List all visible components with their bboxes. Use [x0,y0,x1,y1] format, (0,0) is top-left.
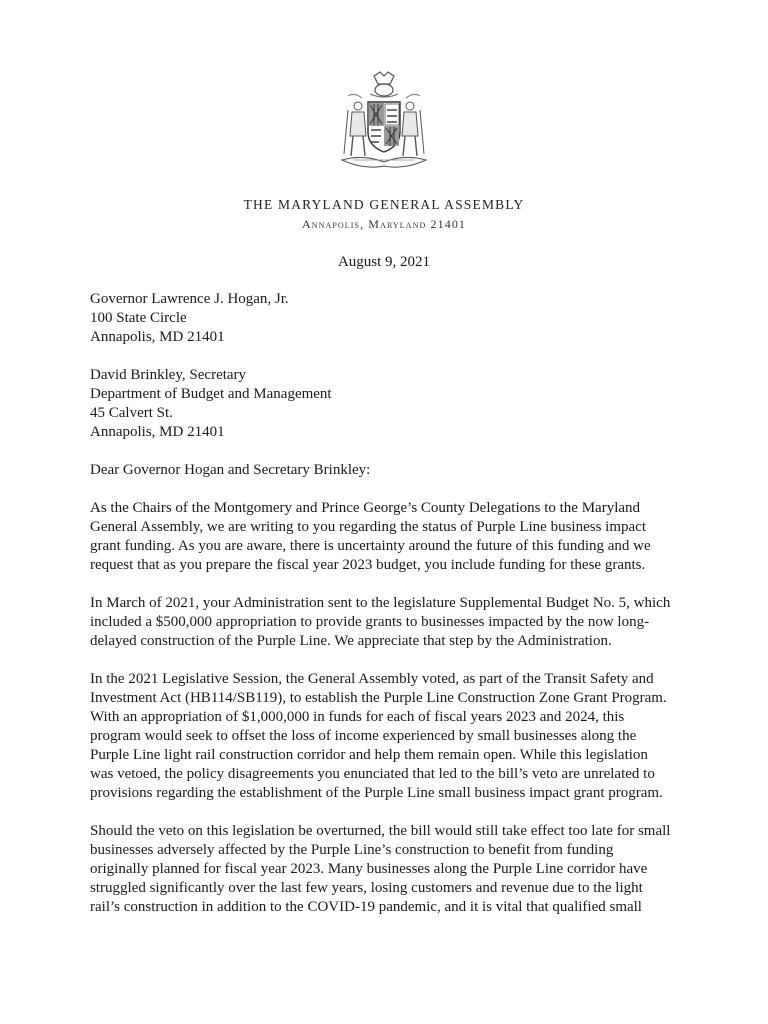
letter-date: August 9, 2021 [337,254,431,270]
paragraph-2 [90,594,690,651]
text-line: was vetoed, the policy disagreements you enunciated that led to the bill’s veto are unrelated to [90,766,655,782]
text-line: delayed construction of the Purple Line. We appreciate that step by the Administration. [90,633,612,649]
letter-body [90,290,690,917]
address-line: David Brinkley, Secretary [90,367,247,383]
text-line: businesses adversely affected by the Purple Line’s construction to benefit from funding [90,842,614,858]
recipient-block-1 [90,290,690,347]
address-line: 100 State Circle [90,310,187,326]
letterhead-name: THE MARYLAND GENERAL ASSEMBLY [243,197,525,212]
text-line: originally planned for fiscal year 2023. Many businesses along the Purple Line corridor have [90,861,648,877]
address-line: Governor Lawrence J. Hogan, Jr. [90,291,289,307]
text-line: In March of 2021, your Administration sent to the legislature Supplemental Budget No. 5, which [90,595,671,611]
text-line: Purple Line light rail construction corridor and help them remain open. While this legislation [90,747,648,763]
letterhead [0,197,768,232]
address-line: Annapolis, MD 21401 [90,329,225,345]
paragraph-3 [90,670,690,803]
text-line: grant funding. As you are aware, there is uncertainty around the future of this funding and we [90,538,651,554]
text-line: As the Chairs of the Montgomery and Prince George’s County Delegations to the Maryland [90,500,641,516]
text-line: Investment Act (HB114/SB119), to establish the Purple Line Construction Zone Grant Program. [90,690,667,706]
text-line: program would seek to offset the loss of income experienced by small businesses along the [90,728,637,744]
salutation: Dear Governor Hogan and Secretary Brinkley: [90,462,371,478]
maryland-seal-icon [334,70,434,174]
paragraph-4 [90,822,690,917]
address-line: 45 Calvert St. [90,405,173,421]
text-line: request that as you prepare the fiscal year 2023 budget, you include funding for these grants. [90,557,646,573]
text-line: With an appropriation of $1,000,000 in funds for each of fiscal years 2023 and 2024, this [90,709,625,725]
paragraph-1 [90,499,690,575]
text-line: included a $500,000 appropriation to provide grants to businesses impacted by the now long- [90,614,650,630]
address-line: Department of Budget and Management [90,386,332,402]
text-line: struggled significantly over the last few years, losing customers and revenue due to the light [90,880,643,896]
recipient-block-2 [90,366,690,442]
address-line: Annapolis, MD 21401 [90,424,225,440]
text-line: Should the veto on this legislation be overturned, the bill would still take effect too late for small [90,823,671,839]
letterhead-address: Annapolis, Maryland 21401 [301,217,467,231]
text-line: rail’s construction in addition to the COVID-19 pandemic, and it is vital that qualified small [90,899,642,915]
text-line: provisions regarding the establishment of the Purple Line small business impact grant program. [90,785,663,801]
text-line: In the 2021 Legislative Session, the General Assembly voted, as part of the Transit Safety and [90,671,654,687]
text-line: General Assembly, we are writing to you regarding the status of Purple Line business impact [90,519,646,535]
